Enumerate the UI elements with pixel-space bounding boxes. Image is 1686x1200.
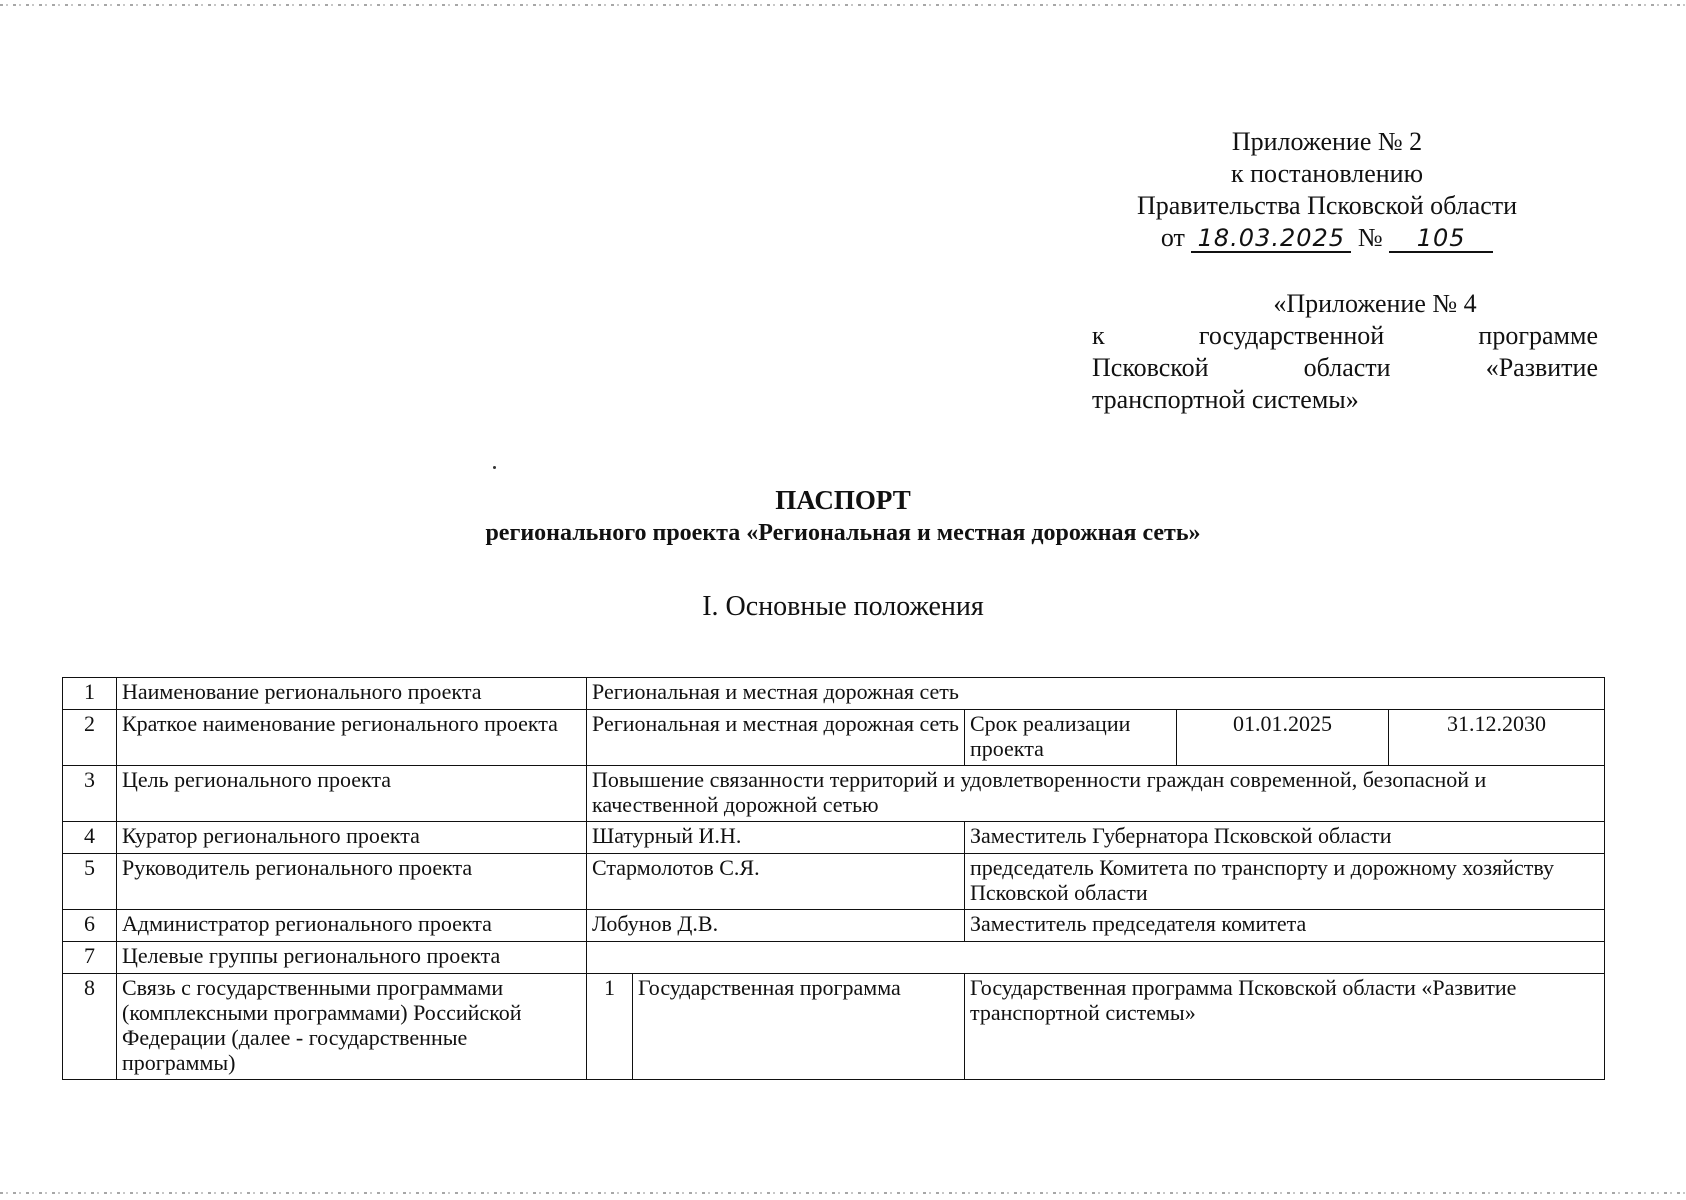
handwritten-number: 105: [1389, 225, 1493, 253]
annex-block: [1092, 288, 1598, 416]
header-government-line: Правительства Псковской области: [1136, 191, 1518, 220]
annex-word: программе: [1478, 321, 1598, 350]
annex-word: к: [1092, 321, 1105, 350]
row-label: Цель регионального проекта: [117, 766, 587, 822]
section-heading: I. Основные положения: [702, 591, 984, 622]
approval-header: [1092, 126, 1562, 254]
row-label: Связь с государственными программами (комплексными программами) Российской Федерации (далее - государственные программы): [117, 974, 587, 1080]
sub-number: 1: [587, 974, 633, 1080]
annex-title: «Приложение № 4: [1273, 289, 1477, 318]
annex-word: области: [1303, 353, 1391, 382]
person-name: Лобунов Д.В.: [587, 910, 965, 942]
table-row: [63, 678, 1605, 710]
table-row: [63, 974, 1605, 1080]
table-row: [63, 910, 1605, 942]
person-position: Заместитель Губернатора Псковской области: [965, 822, 1605, 854]
annex-line-1: [1092, 320, 1598, 352]
header-resolution-line: к постановлению: [1230, 159, 1424, 188]
row-number: 4: [63, 822, 117, 854]
header-date-line: [1092, 222, 1562, 254]
scan-edge-top: [0, 4, 1686, 6]
scan-edge-bottom: [0, 1192, 1686, 1194]
number-label: №: [1357, 223, 1383, 252]
row-label: Куратор регионального проекта: [117, 822, 587, 854]
row-value: Региональная и местная дорожная сеть: [587, 678, 1605, 710]
annex-line-3: транспортной системы»: [1092, 385, 1359, 414]
row-number: 6: [63, 910, 117, 942]
start-date: 01.01.2025: [1177, 710, 1389, 766]
row-label: Руководитель регионального проекта: [117, 854, 587, 910]
row-value: [587, 942, 1605, 974]
handwritten-date: 18.03.2025: [1191, 225, 1351, 253]
row-number: 1: [63, 678, 117, 710]
scan-speck: [493, 466, 496, 469]
program-name: Государственная программа Псковской области «Развитие транспортной системы»: [965, 974, 1605, 1080]
person-position: Заместитель председателя комитета: [965, 910, 1605, 942]
end-date: 31.12.2030: [1389, 710, 1605, 766]
program-type: Государственная программа: [633, 974, 965, 1080]
row-number: 2: [63, 710, 117, 766]
row-number: 3: [63, 766, 117, 822]
row-label: Администратор регионального проекта: [117, 910, 587, 942]
table-row: [63, 822, 1605, 854]
header-annex-line: Приложение № 2: [1231, 127, 1423, 156]
table-row: [63, 942, 1605, 974]
person-name: Стармолотов С.Я.: [587, 854, 965, 910]
row-label: Целевые группы регионального проекта: [117, 942, 587, 974]
row-label: Краткое наименование регионального проекта: [117, 710, 587, 766]
document-subtitle: регионального проекта «Региональная и местная дорожная сеть»: [485, 520, 1201, 546]
annex-word: Псковской: [1092, 353, 1209, 382]
row-number: 7: [63, 942, 117, 974]
annex-word: государственной: [1198, 321, 1385, 350]
table-row: [63, 766, 1605, 822]
person-name: Шатурный И.Н.: [587, 822, 965, 854]
from-label: от: [1160, 223, 1185, 252]
row-number: 5: [63, 854, 117, 910]
annex-word: «Развитие: [1485, 353, 1598, 382]
table-row: [63, 854, 1605, 910]
row-value: Региональная и местная дорожная сеть: [587, 710, 965, 766]
term-label: Срок реализации проекта: [965, 710, 1177, 766]
person-position: председатель Комитета по транспорту и дорожному хозяйству Псковской области: [965, 854, 1605, 910]
document-title: ПАСПОРТ: [775, 485, 911, 515]
row-label: Наименование регионального проекта: [117, 678, 587, 710]
table-row: [63, 710, 1605, 766]
annex-line-2: [1092, 352, 1598, 384]
row-number: 8: [63, 974, 117, 1080]
row-value: Повышение связанности территорий и удовлетворенности граждан современной, безопасной и качественной дорожной сетью: [587, 766, 1605, 822]
passport-table: [62, 677, 1605, 1080]
